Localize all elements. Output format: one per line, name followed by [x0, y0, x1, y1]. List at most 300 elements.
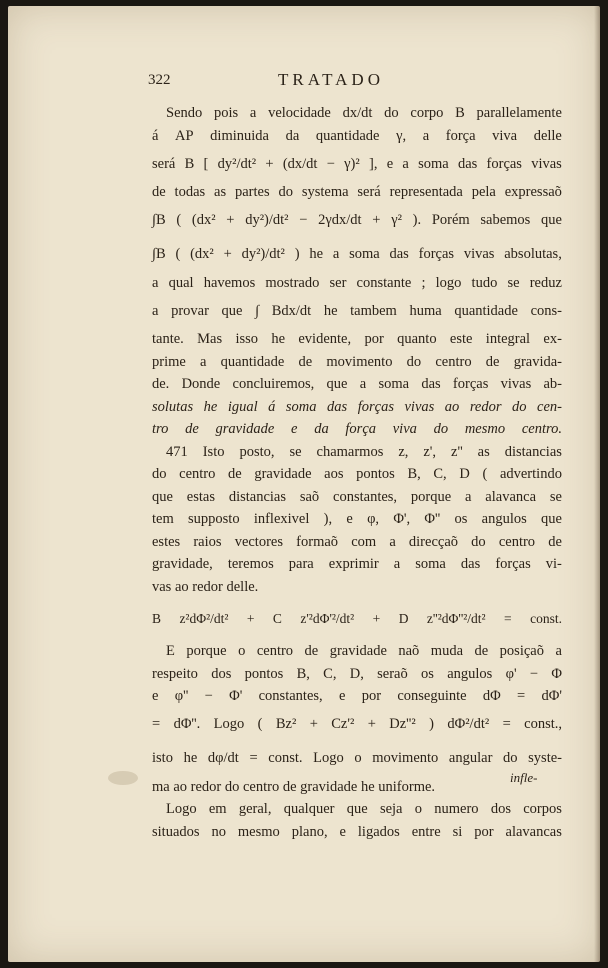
word: no: [211, 823, 226, 840]
word: +: [309, 716, 318, 733]
word: entre: [411, 823, 441, 840]
word: e: [291, 421, 298, 437]
word: seraõ: [377, 665, 408, 682]
word: do: [152, 466, 167, 482]
word: ligados: [357, 823, 400, 840]
word: forças: [495, 556, 531, 572]
word: a: [332, 246, 340, 263]
word: por: [361, 688, 382, 704]
word: de: [304, 643, 319, 659]
word: +: [223, 246, 232, 263]
word: expressaõ: [504, 184, 562, 200]
ink-smudge: [108, 771, 138, 785]
word: para: [288, 556, 314, 572]
word: const.,: [524, 716, 562, 733]
word: B: [455, 105, 465, 121]
word: −: [204, 688, 213, 704]
word: da: [314, 421, 329, 437]
word: os: [421, 665, 434, 682]
word: ∫B: [152, 212, 166, 229]
word: delle: [533, 127, 562, 144]
word: −: [529, 665, 539, 682]
word: Isto: [202, 443, 225, 460]
word: que: [346, 801, 368, 817]
word: do: [278, 184, 293, 200]
text-line: [152, 351, 562, 374]
word: supposto: [188, 511, 240, 527]
word: quantidade: [220, 353, 285, 370]
word: Logo: [213, 716, 245, 733]
word: o: [354, 750, 362, 767]
word: C: [272, 610, 282, 626]
word: (: [482, 466, 488, 482]
word: alavancas: [505, 823, 562, 840]
word: a: [422, 127, 430, 144]
text-line: [152, 102, 562, 125]
word: de: [152, 184, 166, 200]
word: tambem: [350, 302, 397, 319]
formula-line: [152, 238, 562, 272]
word: soma: [418, 155, 449, 172]
text-line: [152, 125, 562, 148]
word: situados: [152, 823, 200, 840]
word: +: [372, 212, 381, 229]
word: logo: [435, 274, 462, 291]
word: Sendo: [166, 105, 203, 121]
word: gravidade: [215, 421, 275, 437]
word: const.: [530, 610, 562, 626]
word: B: [184, 155, 195, 172]
word: das: [421, 376, 441, 392]
word: 2γdx/dt: [318, 212, 362, 229]
word: partes: [234, 184, 270, 200]
word: e: [346, 511, 353, 527]
word: se: [507, 274, 520, 291]
word: distancias: [228, 488, 286, 505]
word: Logo: [313, 750, 344, 767]
word: B,: [296, 665, 310, 682]
word: das: [457, 155, 478, 172]
word: inflexivel: [253, 511, 310, 527]
word: dos: [490, 801, 511, 817]
text-line: [152, 553, 562, 576]
word: redor: [469, 398, 502, 415]
word: he: [203, 398, 218, 415]
word: e: [152, 688, 159, 704]
word: Bz²: [275, 716, 297, 733]
word: alavanca: [485, 488, 537, 505]
formula-line: [152, 294, 562, 328]
word: chamarmos: [316, 443, 384, 460]
word: dx/dt: [342, 105, 373, 121]
word: absolutas,: [504, 246, 562, 263]
text-line-italic: [152, 418, 562, 441]
word: por: [364, 331, 384, 347]
word: de: [485, 353, 500, 370]
word: raios: [193, 533, 222, 550]
formula-line: [152, 708, 562, 742]
text-line: [152, 373, 562, 396]
word: z,: [398, 443, 409, 460]
text-line: [152, 531, 562, 554]
word: centro: [498, 533, 536, 550]
word: dΦ: [482, 688, 501, 704]
word: si: [452, 823, 463, 840]
word: soma: [415, 556, 446, 572]
word: Φ: [551, 665, 562, 682]
word: B: [152, 610, 162, 626]
word: de: [298, 353, 313, 370]
page-number: 322: [148, 72, 171, 88]
word: a: [402, 155, 409, 172]
word: pontos: [356, 466, 395, 482]
word: +: [265, 155, 274, 172]
word: todas: [174, 184, 206, 200]
word: de: [548, 533, 562, 550]
word: centro: [435, 353, 472, 370]
word: qual: [168, 274, 194, 291]
word: teremos: [227, 556, 274, 572]
word: gravida-: [513, 353, 562, 370]
word: á: [268, 398, 276, 415]
word: força: [345, 421, 377, 437]
word: tem: [152, 511, 174, 527]
word: gravidade: [254, 466, 312, 482]
word: forças: [418, 246, 455, 263]
word: Bdx/dt: [271, 302, 312, 319]
text-line: [152, 486, 562, 509]
word: que: [221, 302, 243, 319]
word: exprimir: [328, 556, 379, 572]
word: C,: [323, 665, 337, 682]
word: angulos: [481, 511, 527, 527]
word: AP: [175, 127, 194, 144]
text-line: [152, 328, 562, 351]
word: mostrado: [265, 274, 320, 291]
word: D: [398, 610, 409, 626]
text-line: [152, 640, 562, 663]
word: angular: [448, 750, 493, 767]
word: pois: [213, 105, 239, 121]
word: de: [228, 466, 242, 482]
word: a: [152, 274, 159, 291]
word: he: [271, 331, 286, 347]
word: tro: [152, 421, 169, 437]
word: (dx²: [190, 246, 214, 263]
word: parallelamente: [476, 105, 562, 121]
word: do: [471, 533, 486, 550]
word: porque: [410, 488, 452, 505]
word: da: [285, 127, 300, 144]
word: systema: [301, 184, 349, 200]
word: os: [454, 511, 468, 527]
word: =: [249, 750, 258, 767]
word: const.: [268, 750, 303, 767]
word: dΦ''.: [173, 716, 201, 733]
word: φ,: [367, 511, 380, 527]
word: 471: [166, 443, 188, 460]
word: mesmo: [464, 421, 506, 437]
word: he: [323, 302, 338, 319]
word: Mas: [197, 331, 223, 347]
word: qualquer: [283, 801, 335, 817]
word: mesmo: [237, 823, 280, 840]
word: o: [414, 801, 422, 817]
word: γ)²: [344, 155, 360, 172]
word: diminuida: [210, 127, 269, 144]
word: B,: [407, 466, 421, 482]
word: soma: [285, 398, 317, 415]
word: movimento: [326, 353, 393, 370]
word: soma: [378, 376, 410, 392]
word: do: [503, 750, 518, 767]
word: posiçaõ: [499, 643, 544, 659]
word: de: [185, 421, 199, 437]
word: vivas: [463, 246, 495, 263]
word: concluiremos,: [232, 376, 315, 392]
word: φ': [505, 665, 517, 682]
formula-line: [152, 742, 562, 776]
word: (dx/dt: [282, 155, 318, 172]
word: saõ: [299, 488, 320, 505]
word: −: [299, 212, 308, 229]
text-line: vas ao redor delle.: [152, 578, 259, 595]
word: z²dΦ²/dt²: [179, 610, 229, 626]
word: que: [541, 212, 562, 229]
word: dφ/dt: [207, 750, 239, 767]
catchword: infle-: [510, 770, 538, 785]
word: a: [389, 533, 396, 550]
text-line: [152, 821, 562, 844]
text-line: [152, 272, 562, 295]
formula-line: [152, 147, 562, 181]
word: quantidade: [315, 127, 380, 144]
word: +: [372, 610, 381, 626]
word: prime: [152, 353, 186, 370]
word: por: [474, 823, 494, 840]
word: Φ': [229, 688, 243, 704]
word: [: [203, 155, 209, 172]
word: Donde: [181, 376, 221, 392]
word: o: [238, 643, 246, 659]
word: dy²/dt²: [217, 155, 257, 172]
word: distancias: [504, 443, 562, 460]
word: de.: [152, 376, 170, 392]
word: Porém: [431, 212, 470, 229]
word: igual: [227, 398, 258, 415]
word: vectores: [234, 533, 283, 550]
word: vi-: [545, 556, 562, 572]
word: (: [257, 716, 263, 733]
word: he: [309, 246, 324, 263]
word: (: [175, 246, 181, 263]
text-line: [152, 798, 562, 821]
word: D: [459, 466, 470, 482]
word: +: [367, 716, 376, 733]
word: tudo: [471, 274, 498, 291]
word: angulos: [447, 665, 493, 682]
word: que: [326, 376, 348, 392]
word: gravidade: [329, 643, 387, 659]
word: representada: [389, 184, 463, 200]
word: ser: [329, 274, 347, 291]
word: a: [152, 302, 159, 319]
word: ),: [323, 511, 333, 527]
word: γ,: [396, 127, 407, 144]
word: soma: [349, 246, 380, 263]
word: e: [338, 688, 346, 704]
word: Dz''²: [389, 716, 416, 733]
word: das: [327, 398, 348, 415]
word: cen-: [537, 398, 562, 415]
word: aos: [324, 466, 344, 482]
word: dΦ²/dt²: [447, 716, 490, 733]
word: numero: [434, 801, 479, 817]
word: he: [183, 750, 198, 767]
word: evidente,: [298, 331, 352, 347]
word: as: [477, 443, 490, 460]
word: (: [176, 212, 182, 229]
word: a: [465, 488, 472, 505]
word: −: [326, 155, 335, 172]
word: estas: [186, 488, 215, 505]
page-header: [148, 70, 468, 94]
word: ;: [421, 274, 426, 291]
word: do: [433, 421, 449, 437]
word: e: [386, 155, 394, 172]
word: a: [555, 643, 562, 659]
text-line: ma ao redor do centro de gravidade he uniforme.: [152, 778, 436, 795]
word: forças: [357, 398, 394, 415]
word: e: [339, 823, 346, 840]
word: se: [549, 488, 562, 505]
page-body: [152, 102, 562, 843]
word: ∫: [255, 302, 260, 319]
word: E: [166, 643, 175, 659]
word: gravidade,: [152, 556, 213, 572]
word: geral,: [238, 801, 272, 817]
word: do: [384, 105, 399, 121]
word: z'': [451, 443, 463, 460]
word: que: [152, 488, 173, 505]
word: isto: [152, 750, 173, 767]
word: a: [359, 376, 367, 392]
word: D,: [349, 665, 364, 682]
word: provar: [171, 302, 209, 319]
word: dy²)/dt²: [241, 246, 285, 263]
word: isso: [235, 331, 259, 347]
word: conseguinte: [397, 688, 467, 704]
word: z''²dΦ''²/dt²: [426, 610, 486, 626]
word: á: [152, 127, 159, 144]
word: dy²)/dt²: [245, 212, 289, 229]
word: ao: [444, 398, 460, 415]
word: centro: [179, 466, 216, 482]
word: das: [460, 556, 481, 572]
word: sabemos: [480, 212, 531, 229]
text-line: [152, 663, 562, 686]
word: Φ'': [424, 511, 441, 527]
word: muda: [430, 643, 464, 659]
word: advertindo: [499, 466, 562, 482]
word: +: [246, 610, 255, 626]
word: forças: [486, 155, 522, 172]
word: força: [445, 127, 476, 144]
word: estes: [152, 533, 181, 550]
text-line: [152, 181, 562, 204]
word: porque: [186, 643, 227, 659]
word: cons-: [530, 302, 562, 319]
word: ab-: [543, 376, 562, 392]
word: solutas: [152, 398, 194, 415]
word: ).: [412, 212, 422, 229]
word: posto,: [239, 443, 275, 460]
word: ): [429, 716, 434, 733]
word: (dx²: [191, 212, 216, 229]
word: ): [294, 246, 300, 263]
word: direcçaõ: [408, 533, 459, 550]
word: vivas: [404, 398, 435, 415]
word: viva: [392, 421, 417, 437]
page-edge-shadow: [594, 6, 600, 962]
word: em: [208, 801, 227, 817]
word: das: [389, 246, 409, 263]
word: a: [249, 105, 257, 121]
word: reduz: [529, 274, 562, 291]
word: dos: [211, 665, 232, 682]
word: ∫B: [152, 246, 166, 263]
word: constantes,: [333, 488, 398, 505]
word: z'²dΦ'²/dt²: [300, 610, 355, 626]
word: centro.: [521, 421, 562, 437]
word: de: [474, 643, 489, 659]
word: naõ: [398, 643, 420, 659]
word: γ²: [391, 212, 402, 229]
word: plano,: [291, 823, 328, 840]
running-head: TRATADO: [278, 70, 384, 89]
word: z',: [423, 443, 437, 460]
word: =: [152, 716, 161, 733]
word: movimento: [372, 750, 439, 767]
word: se: [289, 443, 302, 460]
word: ],: [368, 155, 378, 172]
word: syste-: [528, 750, 562, 767]
word: forças: [452, 376, 489, 392]
word: com: [351, 533, 377, 550]
word: Φ',: [393, 511, 411, 527]
text-line: [152, 463, 562, 486]
text-line: [152, 685, 562, 708]
word: Cz'²: [331, 716, 355, 733]
word: que: [541, 511, 562, 527]
formula-line: [152, 204, 562, 238]
word: huma: [409, 302, 442, 319]
word: as: [214, 184, 227, 200]
word: corpos: [523, 801, 562, 817]
word: a: [200, 353, 207, 370]
word: a: [393, 556, 401, 572]
word: quantidade: [454, 302, 518, 319]
word: ex-: [543, 331, 562, 347]
word: seja: [379, 801, 403, 817]
word: constante: [356, 274, 412, 291]
word: constantes,: [258, 688, 323, 704]
text-line: [152, 508, 562, 531]
word: do: [512, 398, 527, 415]
word: pela: [471, 184, 496, 200]
word: pontos: [244, 665, 284, 682]
word: +: [226, 212, 235, 229]
